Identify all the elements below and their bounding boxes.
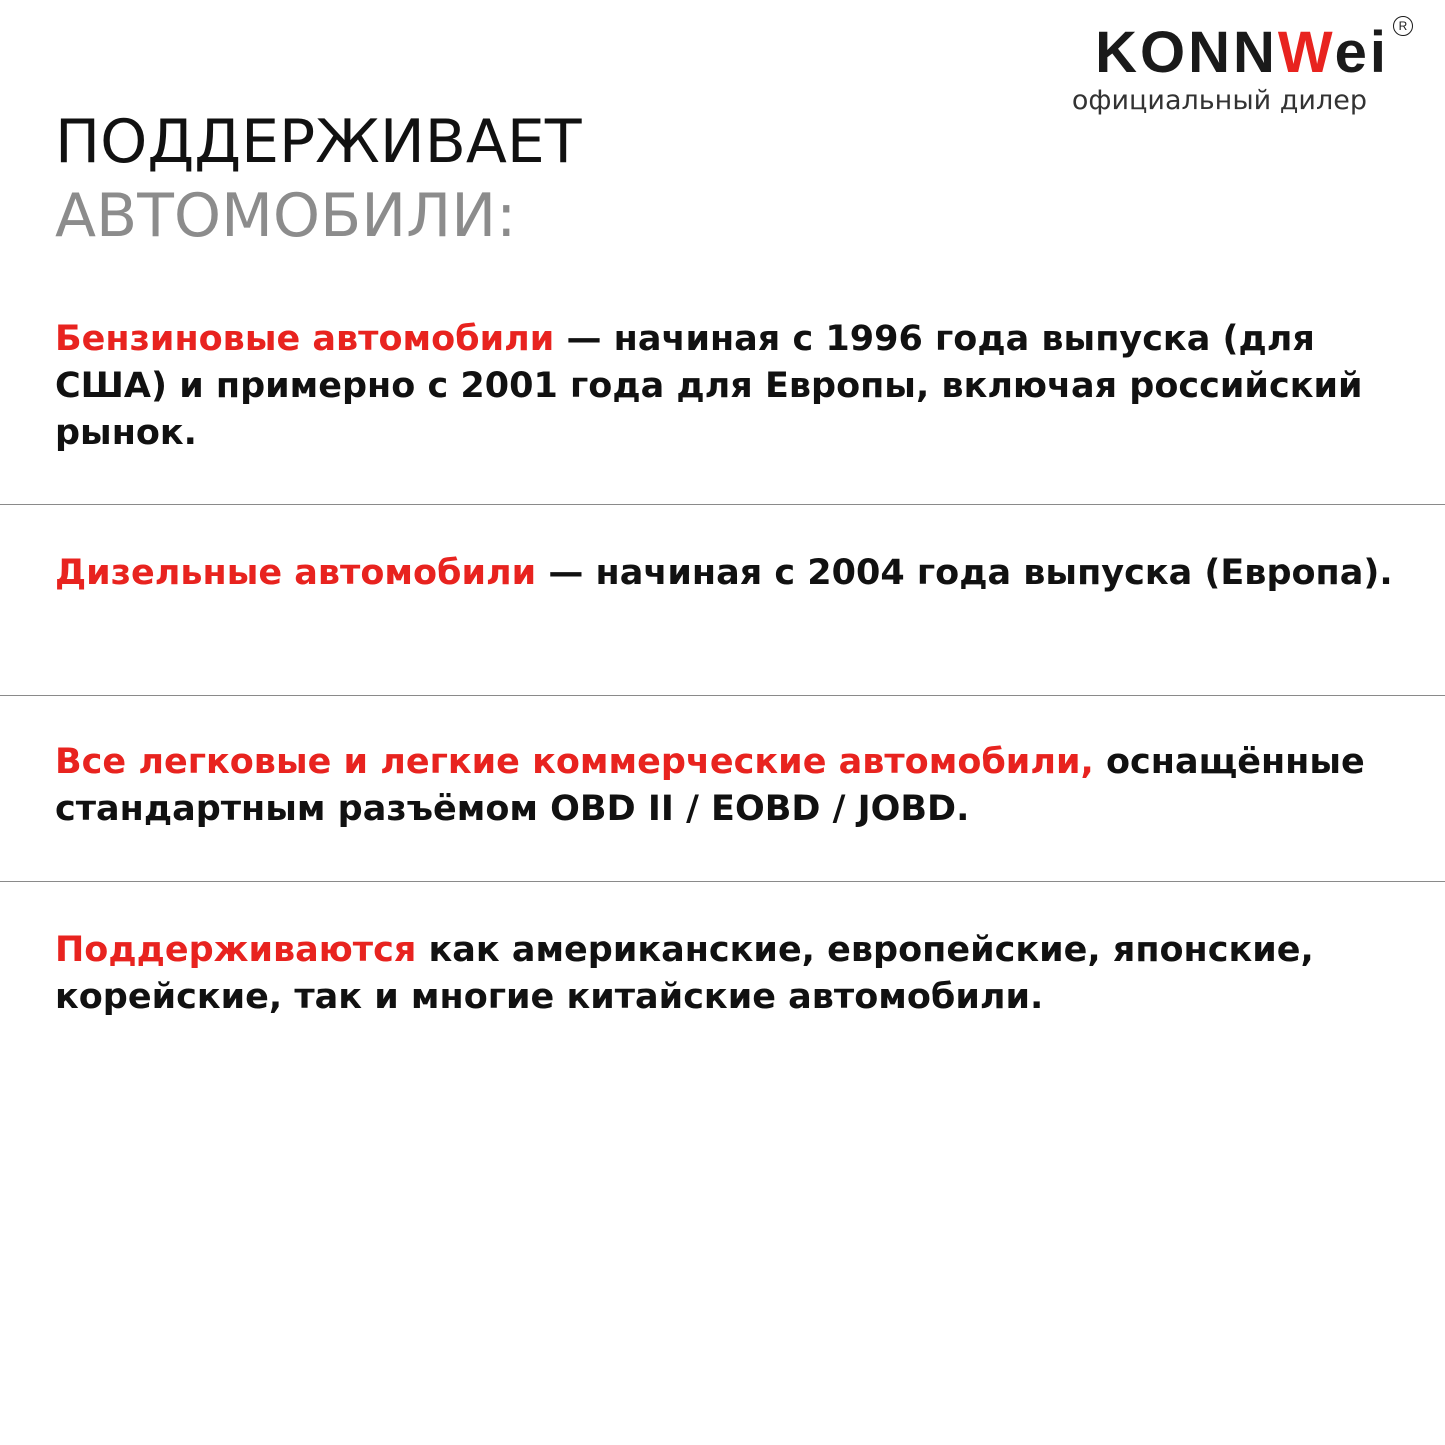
section-highlight: Поддерживаются [55,930,417,970]
page-title [55,105,581,253]
logo-text-main: KONN [1095,20,1278,85]
logo-text-tail: ei [1334,20,1389,85]
section-highlight: Бензиновые автомобили [55,319,555,359]
logo-text-accent: W [1277,20,1335,85]
section-text: — начиная с 2004 года выпуска (Европа). [536,553,1393,593]
section-obd [55,739,1415,833]
brand-logo [969,19,1408,118]
title-line-primary: ПОДДЕРЖИВАЕТ [55,107,582,177]
logo-wordmark [1095,19,1408,86]
section-petrol [55,316,1415,457]
section-text: — начиная с 1996 года выпуска (для США) и примерно с 2001 года для Европы, включая российский рынок. [55,319,1363,453]
logo-subtitle: официальный дилер [1071,85,1367,116]
title-line-secondary: АВТОМОБИЛИ: [55,181,517,251]
section-regions [55,927,1415,1021]
section-highlight: Все легковые и легкие коммерческие автомобили, [55,742,1094,782]
divider [0,695,1445,696]
section-highlight: Дизельные автомобили [55,553,537,593]
divider [0,881,1445,882]
section-text: оснащённые стандартным разъёмом OBD II / EOBD / JOBD. [55,742,1365,829]
divider [0,504,1445,505]
section-text: как американские, европейские, японские, корейские, так и многие китайские автомобили. [55,930,1314,1017]
section-diesel [55,550,1415,597]
registered-mark-icon: R [1393,16,1413,36]
